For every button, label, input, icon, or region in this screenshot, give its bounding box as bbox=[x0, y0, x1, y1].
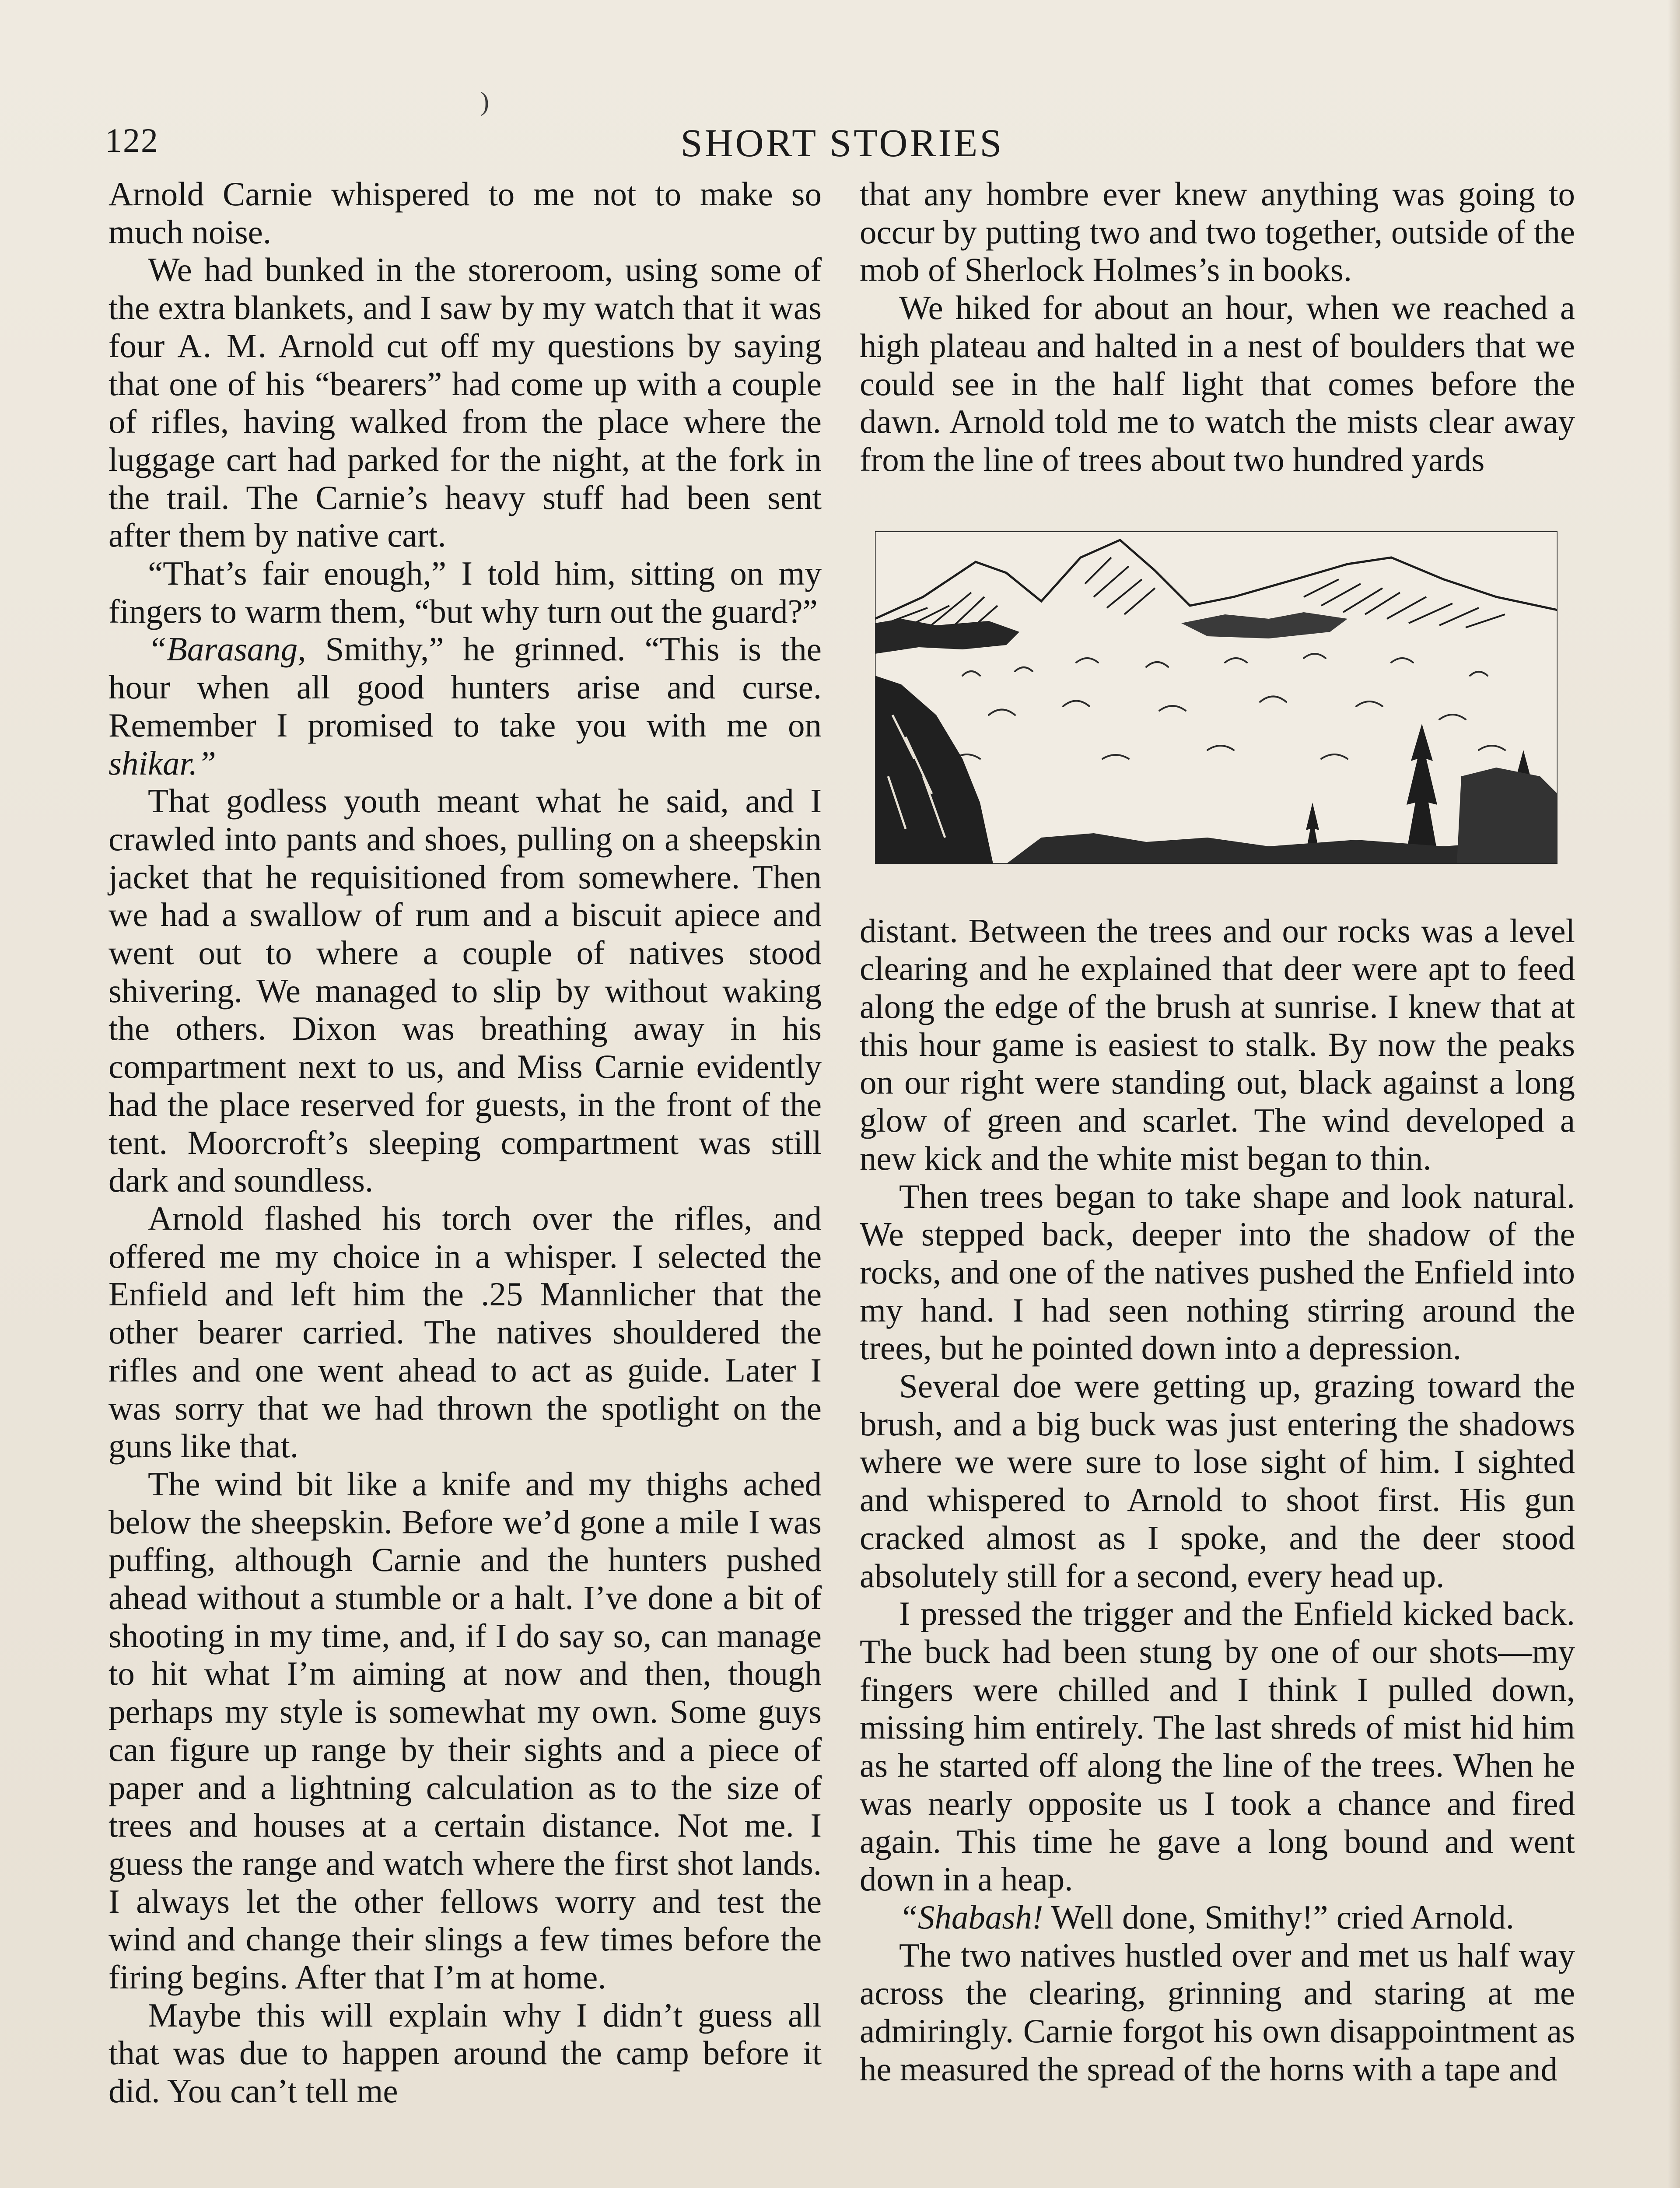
paragraph bbox=[860, 912, 1575, 1178]
paragraph-text: Arnold Carnie whispered to me not to make so much noise. bbox=[108, 175, 822, 251]
paragraph bbox=[108, 1199, 822, 1465]
right-column bbox=[860, 175, 1575, 2088]
left-column bbox=[108, 175, 822, 2110]
right-column-bottom-text bbox=[860, 912, 1575, 2088]
paragraph bbox=[108, 630, 822, 782]
page-edge-shadow bbox=[1668, 0, 1680, 2188]
right-column-top-text bbox=[860, 175, 1575, 479]
paragraph-text: We had bunked in the storeroom, using some of the extra blankets, and I saw by my watch that it was four bbox=[108, 251, 822, 365]
paragraph bbox=[108, 251, 822, 554]
page-number: 122 bbox=[105, 121, 159, 159]
paragraph-text: distant. Between the trees and our rocks was a level clearing and he explained that deer were apt to feed along the edge of the brush at sunrise. I knew that at this hour game is easiest to stalk. By now the peaks on our right were standing out, black against a long glow of green and scarlet. The wind developed a new kick and the white mist began to thin. bbox=[860, 912, 1575, 1177]
paragraph bbox=[108, 175, 822, 251]
paragraph-text: “Shabash! bbox=[899, 1898, 1043, 1936]
paragraph-text: That godless youth meant what he said, and I crawled into pants and shoes, pulling on a sheepskin jacket that he requisitioned from somewhere. Then we had a swallow of rum and a biscuit apiece and went out to where a couple of natives stood shivering. We managed to slip by without waking the others. Dixon was breathing away in his compartment next to us, and Miss Carnie evidently had the place reserved for guests, in the front of the tent. Moorcroft’s sleeping compartment was still dark and soundless. bbox=[108, 782, 822, 1199]
paragraph-text: “Barasang, bbox=[148, 630, 306, 668]
paragraph bbox=[860, 1178, 1575, 1368]
paragraph-text: Arnold cut off my questions by saying that one of his “bearers” had come up with a couple of rifles, having walked from the place where the luggage cart had parked for the night, at the fork in the trail. The Carnie’s heavy stuff had been sent after them by native cart. bbox=[108, 326, 822, 554]
paragraph-text: A. M. bbox=[177, 326, 268, 365]
paragraph-text: Well done, Smithy!” cried Arnold. bbox=[1043, 1898, 1515, 1936]
paragraph bbox=[860, 175, 1575, 289]
paragraph bbox=[108, 554, 822, 630]
paragraph-text: Then trees began to take shape and look natural. We stepped back, deeper into the shadow of the rocks, and one of the natives pushed the Enfield into my hand. I had seen nothing stirring around the trees, but he pointed down into a depression. bbox=[860, 1177, 1575, 1367]
paragraph-text: The wind bit like a knife and my thighs ached below the sheepskin. Before we’d gone a mile I was puffing, although Carnie and the hunters pushed ahead without a stumble or a halt. I’ve done a bit of shooting in my time, and, if I do say so, can manage to hit what I’m aiming at now and then, though perhaps my style is somewhat my own. Some guys can figure up range by their sights and a piece of paper and a lightning calculation as to the size of trees and houses at a certain distance. Not me. I guess the range and watch where the first shot lands. I always let the other fellows worry and test the wind and change their slings a few times before the firing begins. After that I’m at home. bbox=[108, 1465, 822, 1996]
paragraph-text: I pressed the trigger and the Enfield kicked back. The buck had been stung by one of our shots—my fingers were chilled and I think I pulled down, missing him entirely. The last shreds of mist hid him as he started off along the line of the trees. When he was nearly opposite us I took a chance and fired again. This time he gave a long bound and went down in a heap. bbox=[860, 1595, 1575, 1898]
paragraph-text: shikar.” bbox=[108, 744, 217, 782]
paragraph bbox=[860, 1936, 1575, 2088]
paragraph bbox=[108, 1465, 822, 1996]
paragraph bbox=[860, 1595, 1575, 1898]
paragraph-text: The two natives hustled over and met us half way across the clearing, grinning and staring at me admiringly. Carnie forgot his own disappointment as he measured the spread of the horns with a tape and bbox=[860, 1936, 1575, 2088]
paragraph-text: Several doe were getting up, grazing toward the brush, and a big buck was just entering the shadows where we were sure to lose sight of him. I sighted and whispered to Arnold to shoot first. His gun cracked almost as I spoke, and the deer stood absolutely still for a second, every head up. bbox=[860, 1367, 1575, 1595]
magazine-title: SHORT STORIES bbox=[680, 122, 1004, 165]
paragraph bbox=[108, 782, 822, 1199]
paragraph-text: Maybe this will explain why I didn’t guess all that was due to happen around the camp before it did. You can’t tell me bbox=[108, 1996, 822, 2110]
paragraph-text: Arnold flashed his torch over the rifles, and offered me my choice in a whisper. I selected the Enfield and left him the .25 Mannlicher that the other bearer carried. The natives shouldered the rifles and one went ahead to act as guide. Later I was sorry that we had thrown the spotlight on the guns like that. bbox=[108, 1199, 822, 1465]
paragraph-text: “That’s fair enough,” I told him, sitting on my fingers to warm them, “but why turn out the guard?” bbox=[108, 554, 822, 630]
running-head bbox=[105, 121, 1579, 169]
paragraph bbox=[860, 1367, 1575, 1595]
paragraph bbox=[860, 289, 1575, 479]
paragraph-text: We hiked for about an hour, when we reached a high plateau and halted in a nest of boulders that we could see in the half light that comes before the dawn. Arnold told me to watch the mists clear away from the line of trees about two hundred yards bbox=[860, 289, 1575, 478]
mountain-landscape-illustration bbox=[875, 531, 1558, 864]
paragraph-text: that any hombre ever knew anything was going to occur by putting two and two together, outside of the mob of Sherlock Holmes’s in books. bbox=[860, 175, 1575, 289]
paragraph bbox=[108, 1996, 822, 2110]
print-speck: ) bbox=[480, 87, 489, 116]
paragraph bbox=[860, 1898, 1575, 1936]
paragraph-text: Smithy,” he grinned. “This is the hour when all good hunters arise and curse. Remember I promised to take you with me on bbox=[108, 630, 822, 744]
